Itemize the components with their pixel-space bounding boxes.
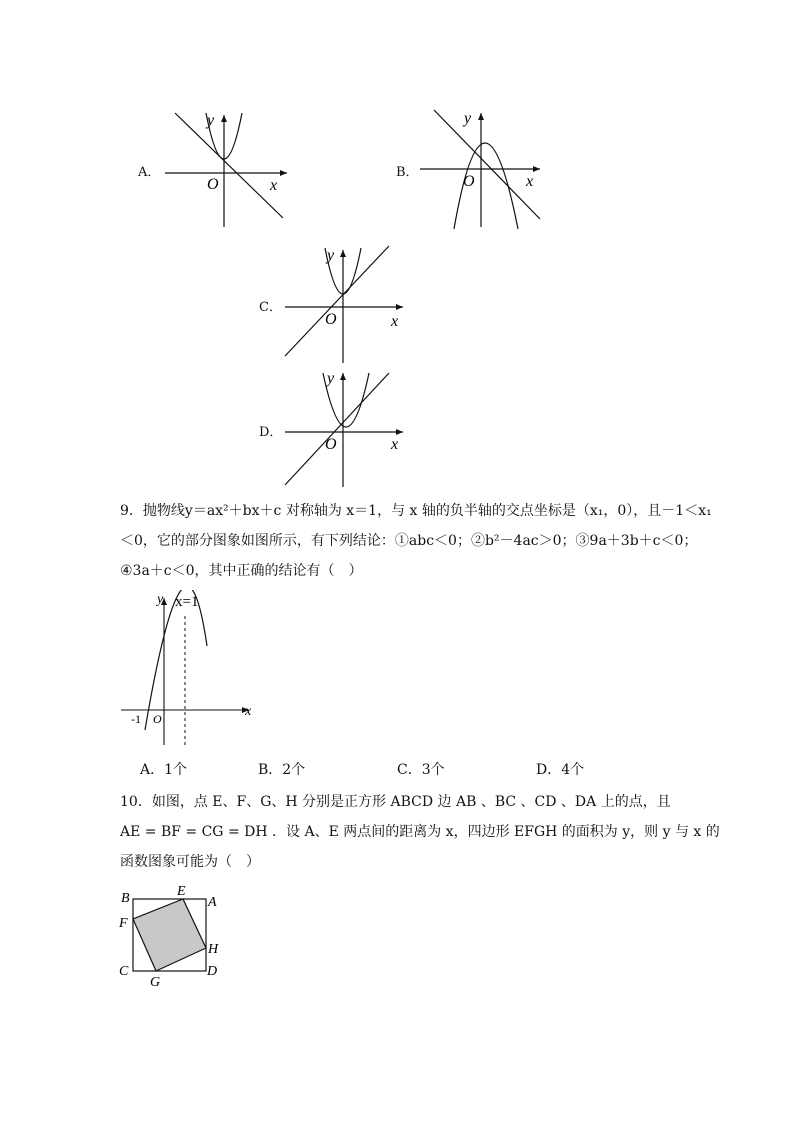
option-c-label: C．	[259, 300, 282, 315]
graph-a	[130, 105, 300, 230]
y-label: y	[327, 247, 335, 264]
q10-text-line1: 10．如图，点 E、F、G、H 分别是正方形 ABCD 边 AB 、BC 、CD 、DA 上的点，且	[120, 794, 671, 810]
x-label: x	[391, 436, 399, 453]
label-a: A	[208, 895, 217, 910]
origin-label: O	[325, 311, 337, 328]
graph-b	[390, 105, 560, 230]
option-a-label: A．	[138, 165, 161, 180]
y-label: y	[207, 112, 215, 129]
label-c: C	[119, 964, 129, 979]
label-d: D	[207, 964, 218, 979]
x-label: x	[270, 177, 278, 194]
q9-choice-a[interactable]: A．1个	[140, 762, 188, 778]
x-label: x	[391, 313, 399, 330]
q9-neg-one-label: -1	[131, 712, 141, 726]
origin-label: O	[325, 436, 337, 453]
q10-square-figure	[115, 882, 225, 992]
option-d-label: D．	[259, 425, 283, 440]
q9-text-line2: ＜0，它的部分图象如图所示，有下列结论：①abc＜0；②b²－4ac＞0；③9a＋3b＋c＜0；	[120, 533, 698, 549]
origin-label: O	[207, 176, 219, 193]
q9-choice-c[interactable]: C．3个	[397, 762, 445, 778]
label-b: B	[121, 891, 130, 906]
q9-choice-b[interactable]: B．2个	[258, 762, 306, 778]
q8-option-d	[255, 365, 425, 490]
q9-y-label: y	[157, 592, 164, 607]
graph-c	[255, 240, 425, 365]
q8-option-b	[390, 105, 560, 230]
q8-option-c	[255, 240, 425, 365]
label-f: F	[119, 916, 128, 931]
q9-choice-d[interactable]: D．4个	[536, 762, 585, 778]
q10-text-line3: 函数图象可能为（ ）	[120, 854, 260, 870]
q10-text-line2: AE = BF = CG = DH ．设 A、E 两点间的距离为 x，四边形 EFGH 的面积为 y，则 y 与 x 的	[120, 824, 720, 840]
label-e: E	[177, 884, 186, 899]
q9-origin-label: O	[153, 712, 162, 726]
y-label: y	[327, 370, 335, 387]
option-b-label: B．	[396, 165, 419, 180]
q9-text-line1: 9．抛物线y＝ax²＋bx＋c 对称轴为 x＝1，与 x 轴的负半轴的交点坐标是（x₁，0），且－1＜x₁	[120, 503, 712, 519]
x-label: x	[526, 173, 534, 190]
label-g: G	[150, 975, 161, 990]
q9-x-label: x	[245, 704, 252, 719]
graph-d	[255, 365, 425, 490]
q9-symmetry-label: x=1	[175, 594, 199, 610]
q8-option-a	[130, 105, 300, 230]
q9-text-line3: ④3a＋c＜0，其中正确的结论有（ ）	[120, 563, 363, 579]
label-h: H	[208, 942, 219, 957]
y-label: y	[464, 110, 472, 127]
q9-graph	[115, 590, 265, 750]
origin-label: O	[463, 173, 475, 190]
